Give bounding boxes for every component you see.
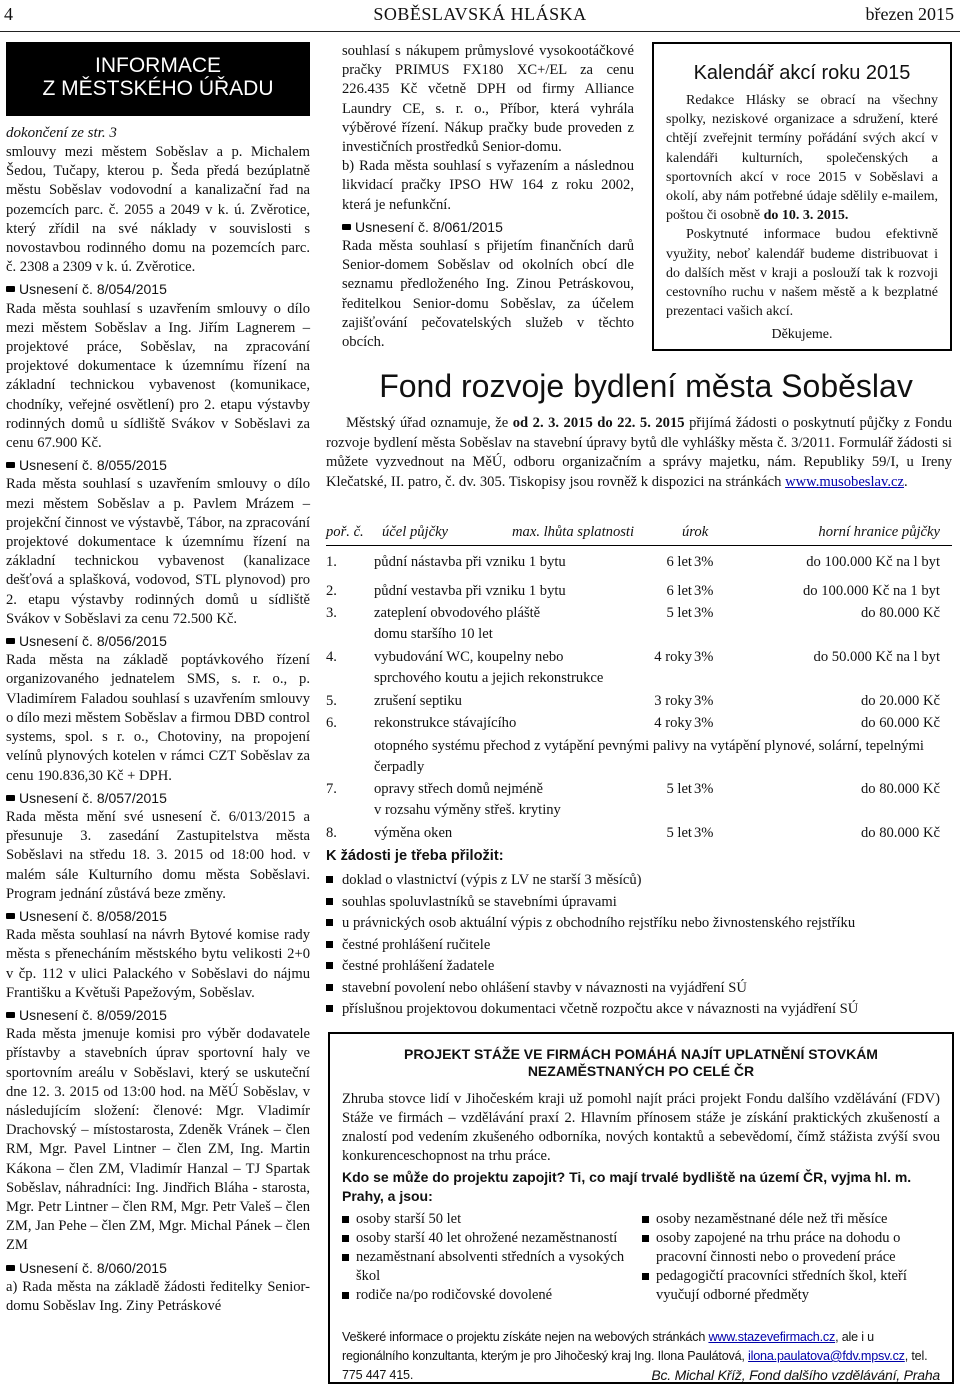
table-row: 6. rekonstrukce stávajícího 4 roky 3% do 60.000 Kč otopného systému přechod z vytápění pevnými palivy na vytápění plynové, solární, tepelnými čerpadly: [326, 715, 940, 775]
resolution-text: a) Rada města na základě žádosti ředitelky Senior-domu Soběslav Ing. Ziny Petráskové: [6, 1278, 310, 1314]
resolution-label: Usnesení č. 8/061/2015: [342, 218, 634, 237]
flag-icon: [6, 638, 15, 644]
bullet-icon: [326, 962, 333, 969]
calendar-thanks: Děkujeme.: [771, 327, 833, 343]
table-row: 7. opravy střech domů nejméně 5 let 3% do 80.000 Kč v rozsahu výměny střeš. krytiny: [326, 781, 940, 818]
resolution-text: Rada města mění své usnesení č. 6/013/2015 a přesunuje 3. zasedání Zastupitelstva města Soběslavi na středu 18. 3. 2015 od 18:00 hod. v malém sále Kulturního domu města Soběslavi. Program jednání zůstává beze změny.: [6, 808, 310, 902]
resolution-label: Usnesení č. 8/060/2015: [6, 1259, 310, 1278]
bullet-icon: [342, 1254, 349, 1261]
calendar-deadline: do 10. 3. 2015.: [763, 208, 849, 224]
flag-icon: [342, 224, 351, 230]
col-header-number: poř. č.: [326, 524, 364, 540]
resolution-label: Usnesení č. 8/059/2015: [6, 1006, 310, 1025]
list-item: pedagogičtí pracovníci středních škol, kteří vyučují odborné předměty: [642, 1267, 942, 1305]
page-header: [0, 0, 960, 32]
list-item: osoby starší 50 let: [342, 1210, 632, 1229]
flag-icon: [6, 1012, 15, 1018]
banner-line-1: INFORMACE: [95, 54, 221, 77]
flag-icon: [6, 462, 15, 468]
list-item: doklad o vlastnictví (výpis z LV ne starší 3 měsíců): [326, 870, 952, 892]
section-banner: [6, 42, 310, 116]
bullet-icon: [326, 876, 333, 883]
flag-icon: [6, 286, 15, 292]
issue-date: březen 2015: [865, 4, 954, 24]
eligibility-list-left: [342, 1210, 632, 1305]
fund-link[interactable]: www.musobeslav.cz: [785, 473, 904, 490]
table-row: 2. půdní vestavba při vzniku 1 bytu 6 let 3% do 100.000 Kč na 1 byt: [326, 583, 940, 599]
continuation-note: dokončení ze str. 3: [6, 125, 117, 141]
calendar-paragraph-1: Redakce Hlásky se obrací na všechny spolky, neziskové organizace a sdružení, které chtějí zveřejnit termíny pořádání svých akcí v kalendáři kulturních, společenských a sportovních akcí v roce 2015 v Soběslavi a okolí, aby nám potřebné údaje sdělily e-mailem, poštou či osobně do 10. 3. 2015.: [666, 93, 938, 224]
list-item: osoby zapojené na trhu práce na dohodu o pracovní činnosti nebo o provedení práce: [642, 1229, 942, 1267]
bullet-icon: [342, 1292, 349, 1299]
newspaper-title: SOBĚSLAVSKÁ HLÁSKA: [373, 4, 587, 24]
resolution-label: Usnesení č. 8/056/2015: [6, 632, 310, 651]
project-website-link[interactable]: www.stazevefirmach.cz: [708, 1330, 836, 1344]
eligibility-lists: [342, 1210, 940, 1328]
project-title: PROJEKT STÁŽE VE FIRMÁCH POMÁHÁ NAJÍT UPLATNĚNÍ STOVKÁM NEZAMĚSTNANÝCH PO CELÉ ČR: [404, 1046, 878, 1079]
flag-icon: [6, 913, 15, 919]
fund-intro: Městský úřad oznamuje, že od 2. 3. 2015 do 22. 5. 2015 přijímá žádosti o poskytnutí půjčky z Fondu rozvoje bydlení města Soběslav na stavební úpravy bytů dle vyhlášky města č. 3/2011. Formulář žádosti si můžete vyzvednout na MěÚ, odboru organizačním a správy majetku, nám. Republiky 59/I, u Ireny Klečatské, II. patro, č. dv. 305. Tiskopisy jsou rovněž k dispozici na stránkách www.musobeslav.cz.: [326, 415, 953, 490]
table-row: 3. zateplení obvodového pláště 5 let 3% do 80.000 Kč domu staršího 10 let: [326, 605, 940, 642]
fund-title: Fond rozvoje bydlení města Soběslav: [379, 368, 913, 404]
col-header-limit: horní hranice půjčky: [818, 524, 940, 540]
flag-icon: [6, 1265, 15, 1271]
eligibility-list-right: [642, 1210, 942, 1305]
bullet-icon: [642, 1235, 649, 1242]
flag-icon: [6, 795, 15, 801]
calendar-notice-box: [652, 42, 952, 351]
calendar-paragraph-2: Poskytnuté informace budou efektivně využity, neboť kalendář budeme distribuovat i do dalších měst v kraji a poslouží tak k rozvoji cestovního ruchu v našem městě a k bezplatné prezentaci vašich akcí.: [666, 227, 938, 320]
column-left: [6, 42, 310, 1316]
resolution-text: Rada města souhlasí s uzavřením smlouvy o dílo mezi městem Soběslav a Ing. Jiřím Lagnerem – projektové práce, Soběslav, na zpracování projektové dokumentace k územnímu řízení na základní technickou vybavenost (komunikace, chodníky, veřejné osvětlení) pro 2. etapu výstavby rodinných domů u sídliště Svákov v Soběslavi za cenu 67.900 Kč.: [6, 300, 310, 452]
table-row: 4. vybudování WC, koupelny nebo 4 roky 3% do 50.000 Kč na l byt sprchového koutu a jejich rekonstrukce: [326, 649, 940, 686]
resolution-text: Rada města souhlasí s přijetím finančních darů Senior-domem Soběslav od okolních obcí dle seznamu předloženého Ing. Zinou Petráskovou, ředitelkou Senior-domu Soběslav, za účelem zajišťování pečovatelských služeb v těchto obcích.: [342, 238, 634, 351]
bullet-icon: [342, 1216, 349, 1223]
project-footer: Veškeré informace o projektu získáte nejen na webových stránkách www.stazevefirmach.cz, ale i u regionálního konzultanta, kterým je pro Jihočeský kraj Ing. Ilona Paulátová, ilona.paulatova@fdv.mpsv.cz, tel. 775 447 415. Bc. Michal Kříž, Fond dalšího vzdělávání, Praha: [342, 1330, 940, 1383]
list-item: osoby starší 40 let ohrožené nezaměstnaností: [342, 1229, 632, 1248]
attachments-list: [326, 870, 952, 1021]
loan-table-header: [326, 524, 952, 546]
bullet-icon: [642, 1216, 649, 1223]
bullet-icon: [326, 984, 333, 991]
attachments-title: K žádosti je třeba přiložit:: [326, 848, 504, 864]
list-item: souhlas spoluvlastníků se stavebními úpravami: [326, 892, 952, 914]
continued-paragraph: souhlasí s nákupem průmyslové vysokootáčkové pračky PRIMUS FX180 XC+/EL za cenu 226.435 Kč včetně DPH od firmy Alliance Laundry CE, s. r. o., Příbor, která vyhrála výběrové řízení. Nákup pračky bude proveden z investičních prostředků Senior-domu.: [342, 43, 634, 156]
list-item: čestné prohlášení ručitele: [326, 935, 952, 957]
bullet-icon: [642, 1273, 649, 1280]
bullet-icon: [342, 1235, 349, 1242]
list-item: rodiče na/po rodičovské dovolené: [342, 1286, 632, 1305]
col-header-interest: úrok: [682, 524, 709, 540]
col-header-term: max. lhůta splatnosti: [512, 524, 635, 540]
project-signature: Bc. Michal Kříž, Fond dalšího vzdělávání, Praha: [651, 1367, 940, 1383]
table-row: 5. zrušení septiku 3 roky 3% do 20.000 Kč: [326, 693, 940, 709]
resolution-text: Rada města jmenuje komisi pro výběr dodavatele přístavby a stavebních úprav sportovní haly ve sportovním areálu v Soběslavi, který se uskuteční dne 12. 3. 2015 od 13:00 hod. na MěÚ Soběslav, v následujícím složení: členové: Mgr. Vladimír Drachovský – místostarosta, Zdeněk Vránek – člen RM, Mgr. Pavel Lintner – člen ZM, Ing. Martin Kákona – člen ZM, Vladimír Hanzal – TJ Spartak Soběslav, náhradníci: Ing. Jindřich Bláha - starosta, Mgr. Petr Lintner – člen RM, Mgr. Petr Valeš – člen ZM, Jan Pehe – člen ZM, Mgr. Michal Pánek – člen ZM: [6, 1026, 310, 1254]
fund-dates: od 2. 3. 2015 do 22. 5. 2015: [512, 415, 685, 431]
page-number: 4: [4, 4, 13, 24]
project-eligibility: Kdo se může do projektu zapojit? Ti, co mají trvalé bydliště na území ČR, vyjma hl. m. Prahy, a jsou:: [342, 1169, 912, 1204]
resolution-label: Usnesení č. 8/058/2015: [6, 907, 310, 926]
list-item: příslušnou projektovou dokumentaci včetně rozpočtu akce v návaznosti na vyjádření SÚ: [326, 999, 952, 1021]
resolution-text: Rada města souhlasí s uzavřením smlouvy o dílo mezi městem Soběslav a p. Pavlem Mrázem – projekční činnost ve výstavbě, Tábor, na zpracování projektové dokumentace k územnímu řízení na základní technickou vybavenost (kanalizace dešťová a splašková, vodovod, STL plynovod) pro 2. etapu výstavby rodinných domů u sídliště Svákov v Soběslavi za cenu 72.500 Kč.: [6, 476, 310, 627]
list-item: osoby nezaměstnané déle než tři měsíce: [642, 1210, 942, 1229]
internship-project-box: [328, 1032, 954, 1384]
list-item: nezaměstnaní absolventi středních a vysokých škol: [342, 1248, 632, 1286]
project-email-link[interactable]: ilona.paulatova@fdv.mpsv.cz: [748, 1349, 905, 1363]
bullet-icon: [326, 919, 333, 926]
banner-line-2: Z MĚSTSKÉHO ÚŘADU: [42, 77, 274, 100]
col-header-purpose: účel půjčky: [382, 524, 449, 540]
bullet-icon: [326, 898, 333, 905]
calendar-title: Kalendář akcí roku 2015: [693, 62, 911, 84]
project-body: Zhruba stovce lidí v Jihočeském kraji už pomohl najít práci projekt Fondu dalšího vzdělávání (FDV) Stáže ve firmách – vzdělávání praxí 2. Hlavním přínosem stáže je získání praktických zkušeností a znalostí pod vedením zkušeného odborníka, nových kontaktů a sebevědomí, čímž stážista zvýší svou konkurenceschopnost na trhu práce.: [342, 1091, 940, 1164]
paragraph-b: b) Rada města souhlasí s vyřazením a následnou likvidací pračky IPSO HW 164 z roku 2002, která je nefunkční.: [342, 158, 634, 213]
resolution-label: Usnesení č. 8/055/2015: [6, 456, 310, 475]
resolution-text: Rada města souhlasí na návrh Bytové komise rady města s přenecháním městského bytu velikosti 2+0 v čp. 112 v ulici Palackého v Soběslavi do nájmu Františku a Květuši Papežovým, Soběslav.: [6, 927, 310, 1001]
list-item: čestné prohlášení žadatele: [326, 956, 952, 978]
intro-paragraph: smlouvy mezi městem Soběslav a p. Michalem Šedou, Tučapy, kterou p. Šeda předá bezúplatně městu Soběslav vodovodní a kanalizační řad na pozemcích parc. č. 2055 a 2049 v k. ú. Zvěrotice, který zřídil na své náklady v souvislosti s novostavbou rodinného domu na pozemcích parc. č. 2308 a 2309 v k. ú. Zvěrotice.: [6, 144, 310, 276]
bullet-icon: [326, 1005, 333, 1012]
resolution-text: Rada města na základě poptávkového řízení organizovaného jednatelem SMS, s. r. o., p. Vladimírem Faladou souhlasí s uzavřením smlouvy o dílo mezi městem Soběslav a firmou DBD control systems, spol. s r. o., Chotoviny, na propojení velínů plynových kotelen v rámci CZT Soběslav za cenu 190.836,30 Kč + DPH.: [6, 652, 310, 784]
table-row: 1. půdní nástavba při vzniku 1 bytu 6 let 3% do 100.000 Kč na l byt: [326, 554, 940, 570]
column-middle: [342, 42, 634, 352]
list-item: u právnických osob aktuální výpis z obchodního rejstříku nebo živnostenského rejstříku: [326, 913, 952, 935]
bullet-icon: [326, 941, 333, 948]
loan-table: [326, 524, 952, 847]
resolution-label: Usnesení č. 8/057/2015: [6, 789, 310, 808]
resolution-label: Usnesení č. 8/054/2015: [6, 280, 310, 299]
list-item: stavební povolení nebo ohlášení stavby v návaznosti na vyjádření SÚ: [326, 978, 952, 1000]
table-row: 8. výměna oken 5 let 3% do 80.000 Kč: [326, 825, 940, 841]
